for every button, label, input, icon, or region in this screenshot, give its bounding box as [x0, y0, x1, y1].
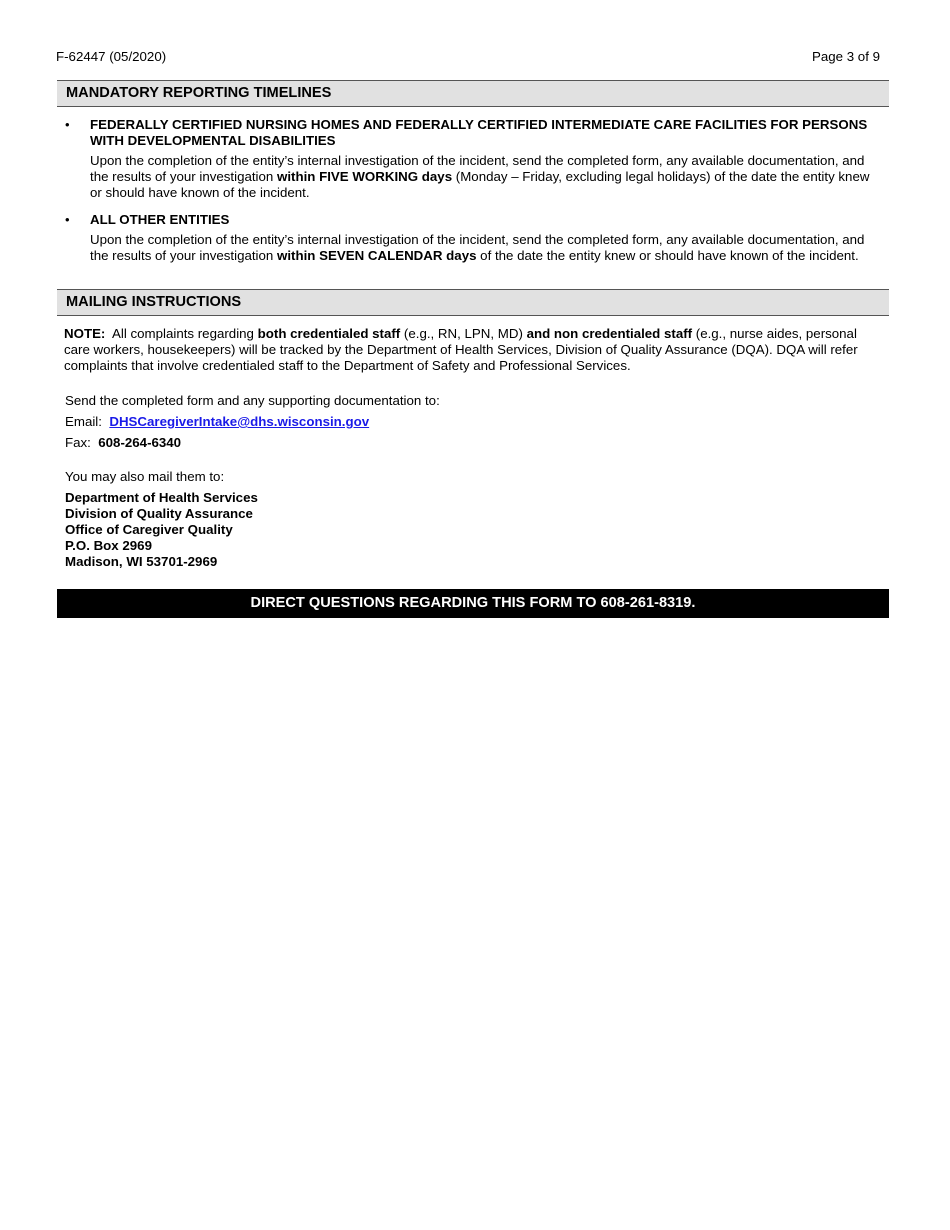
email-row — [65, 414, 765, 430]
questions-footer: DIRECT QUESTIONS REGARDING THIS FORM TO 608-261-8319. — [57, 589, 889, 618]
address-line: Department of Health Services — [65, 490, 258, 505]
timeline-item-title: FEDERALLY CERTIFIED NURSING HOMES AND FEDERALLY CERTIFIED INTERMEDIATE CARE FACILITIES FOR PERSONS WITH DEVELOPMENTAL DISABILITIES — [90, 117, 868, 148]
fax-row — [65, 435, 765, 451]
timeline-item-title: ALL OTHER ENTITIES — [90, 212, 230, 227]
timelines-heading: MANDATORY REPORTING TIMELINES — [57, 80, 889, 107]
address-line: P.O. Box 2969 — [65, 538, 152, 553]
address-line: Madison, WI 53701-2969 — [65, 554, 218, 569]
timeline-item-body: Upon the completion of the entity’s internal investigation of the incident, send the completed form, any available documentation, and the results of your investigation within SEVEN CALENDAR days of the date the entity knew or should have known of the incident. — [90, 232, 865, 263]
bullet-icon: • — [65, 212, 70, 227]
fax-label: Fax: — [65, 435, 91, 450]
fax-number: 608-264-6340 — [98, 435, 182, 450]
bullet-icon: • — [65, 117, 70, 132]
address-line: Office of Caregiver Quality — [65, 522, 233, 537]
mailing-heading: MAILING INSTRUCTIONS — [57, 289, 889, 316]
form-id: F-62447 (05/2020) — [56, 49, 167, 64]
timeline-item-other — [65, 212, 880, 264]
email-label: Email: — [65, 414, 102, 429]
timeline-item-body: Upon the completion of the entity’s internal investigation of the incident, send the completed form, any available documentation, and the results of your investigation within FIVE WORKING days (Monday – Friday, excluding legal holidays) of the date the entity knew or should have known of the incident. — [90, 153, 870, 200]
mailing-note: NOTE: All complaints regarding both credentialed staff (e.g., RN, LPN, MD) and non credentialed staff (e.g., nurse aides, personal care workers, housekeepers) will be tracked by the Department of Health Services, Division of Quality Assurance (DQA). DQA will refer complaints that involve credentialed staff to the Department of Safety and Professional Services. — [64, 326, 858, 373]
mail-instructions: You may also mail them to: — [65, 469, 225, 484]
email-link[interactable]: DHSCaregiverIntake@dhs.wisconsin.gov — [109, 414, 370, 429]
page-header — [56, 49, 880, 65]
page-number: Page 3 of 9 — [811, 49, 880, 64]
timeline-item-federal — [65, 117, 880, 201]
address-line: Division of Quality Assurance — [65, 506, 253, 521]
send-instructions: Send the completed form and any supporting documentation to: — [65, 393, 440, 408]
mailing-address — [65, 490, 258, 570]
